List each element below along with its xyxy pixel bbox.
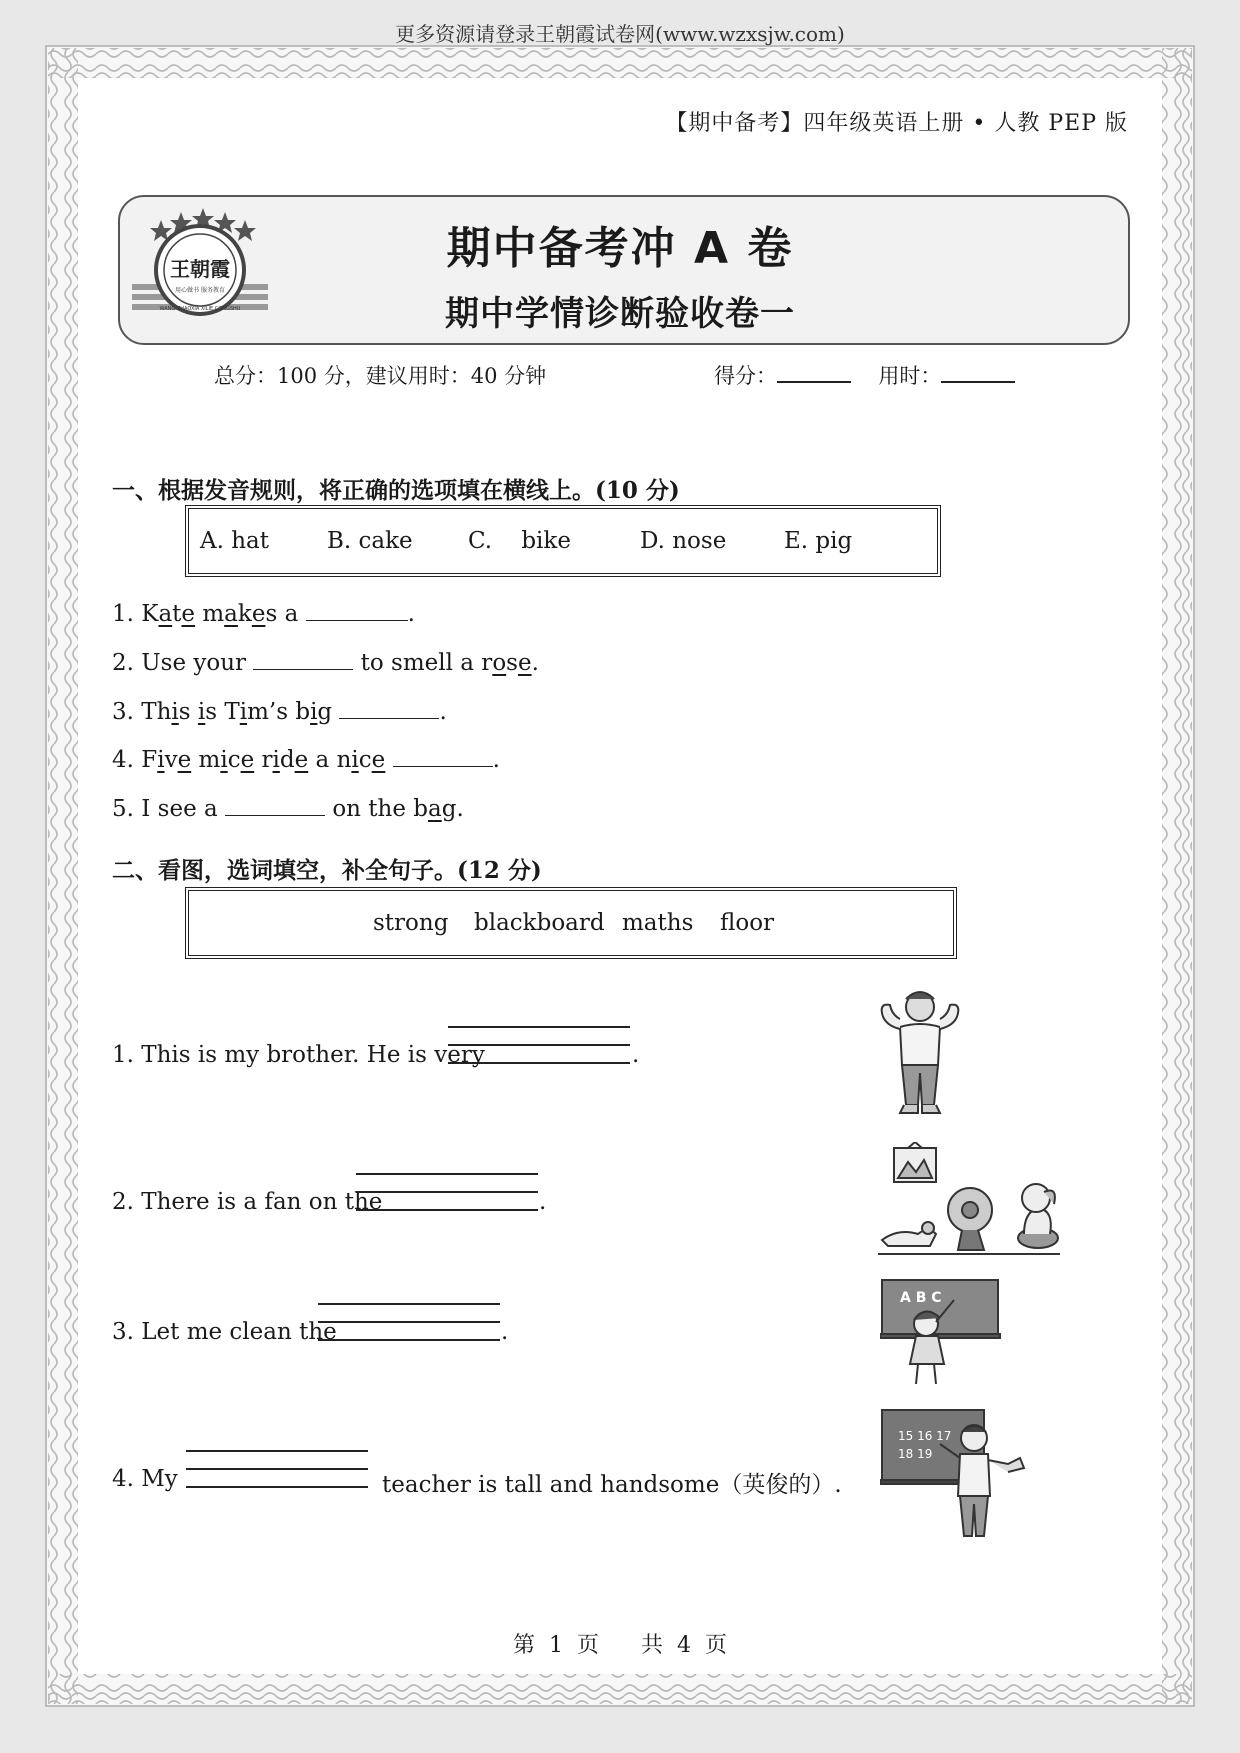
option-d: D. nose <box>640 528 727 554</box>
logo-title: 王朝霞 <box>170 257 230 281</box>
s2-question-4-prefix: 4. My <box>112 1466 178 1492</box>
writing-line[interactable] <box>448 1062 630 1064</box>
writing-line[interactable] <box>356 1209 538 1211</box>
word-maths: maths <box>622 910 694 936</box>
s2-question-1: 1. This is my brother. He is very <box>112 1042 485 1068</box>
blackboard-girl-illustration <box>880 1278 1002 1390</box>
s1-question-5: 5. I see a on the bag. <box>112 796 464 822</box>
blackboard-numbers-row1: 15 16 17 <box>898 1429 952 1443</box>
answer-blank-5[interactable] <box>225 795 325 816</box>
s1-question-3: 3. This is Tim’s big . <box>112 699 447 725</box>
strong-boy-illustration <box>870 985 970 1120</box>
total-score-info: 总分：100 分，建议用时：40 分钟 <box>214 364 547 388</box>
answer-blank-3[interactable] <box>339 698 439 719</box>
site-banner: 更多资源请登录王朝霞试卷网(www.wzxsjw.com) <box>395 22 845 46</box>
logo-ring-text: WANG ZHAOXIA XILIE CONGSHU <box>159 306 241 312</box>
time-label: 用时： <box>878 364 942 388</box>
blackboard-numbers-row2: 18 19 <box>898 1447 933 1461</box>
s2-q1-period: . <box>632 1042 640 1068</box>
section2-title: 二、看图，选词填空，补全句子。(12 分) <box>112 857 542 884</box>
writing-line[interactable] <box>448 1044 630 1046</box>
writing-line[interactable] <box>186 1450 368 1452</box>
maths-teacher-illustration <box>880 1408 1030 1544</box>
option-b: B. cake <box>327 528 413 554</box>
logo-slogan: 用心做书 服务教育 <box>175 287 225 294</box>
page-footer: 第 1 页 共 4 页 <box>513 1633 727 1658</box>
answer-blank-2[interactable] <box>253 649 353 670</box>
writing-line[interactable] <box>186 1468 368 1470</box>
time-blank[interactable] <box>941 363 1015 383</box>
s1-question-4: 4. Five mice ride a nice . <box>112 747 500 773</box>
writing-line[interactable] <box>448 1026 630 1028</box>
section1-title: 一、根据发音规则，将正确的选项填在横线上。(10 分) <box>112 477 680 504</box>
option-c: C. bike <box>468 528 571 554</box>
writing-line[interactable] <box>318 1303 500 1305</box>
s2-question-2: 2. There is a fan on the <box>112 1189 383 1215</box>
s2-q3-period: . <box>501 1319 509 1345</box>
answer-blank-1[interactable] <box>306 600 408 621</box>
writing-line[interactable] <box>356 1191 538 1193</box>
edition-label: 【期中备考】四年级英语上册 • 人教 PEP 版 <box>665 111 1128 136</box>
s1-question-2: 2. Use your to smell a rose. <box>112 650 539 676</box>
fan-floor-illustration <box>878 1142 1060 1262</box>
score-field[interactable] <box>714 360 1015 390</box>
writing-line[interactable] <box>318 1339 500 1341</box>
exam-title: 期中备考冲 A 卷 <box>446 223 794 274</box>
score-label: 得分： <box>714 364 777 388</box>
exam-subtitle: 期中学情诊断验收卷一 <box>445 294 795 334</box>
option-a: A. hat <box>200 528 269 554</box>
word-floor: floor <box>720 910 775 936</box>
option-e: E. pig <box>784 528 853 554</box>
writing-line[interactable] <box>186 1486 368 1488</box>
writing-line[interactable] <box>318 1321 500 1323</box>
writing-line[interactable] <box>356 1173 538 1175</box>
blackboard-letters: A B C <box>900 1290 942 1306</box>
s2-question-3: 3. Let me clean the <box>112 1319 337 1345</box>
s1-question-1: 1. Kate makes a . <box>112 601 415 627</box>
s2-q2-period: . <box>539 1189 547 1215</box>
word-strong: strong <box>373 910 449 936</box>
score-blank[interactable] <box>777 363 851 383</box>
word-blackboard: blackboard <box>474 910 605 936</box>
s2-question-4-suffix: teacher is tall and handsome（英俊的）. <box>382 1472 842 1498</box>
answer-blank-4[interactable] <box>393 746 493 767</box>
